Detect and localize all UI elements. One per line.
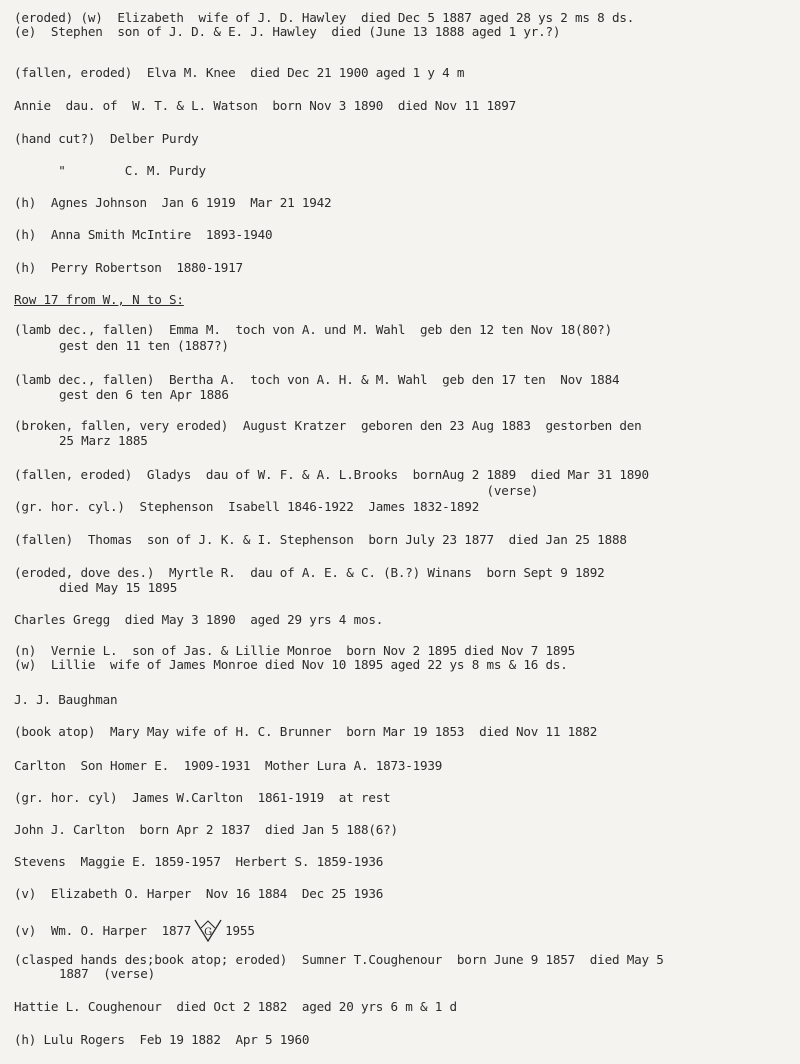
entry-baughman: J. J. Baughman bbox=[14, 692, 118, 707]
entry-rogers: (h) Lulu Rogers Feb 19 1882 Apr 5 1960 bbox=[14, 1032, 310, 1047]
entry-winans: (eroded, dove des.) Myrtle R. dau of A. E. & C. (B.?) Winans born Sept 9 1892 bbox=[14, 565, 605, 580]
entry-purdy-cm: " C. M. Purdy bbox=[14, 163, 206, 178]
entry-wahl-emma-cont: gest den 11 ten (1887?) bbox=[59, 338, 229, 353]
entry-watson: Annie dau. of W. T. & L. Watson born Nov 3 1890 died Nov 11 1897 bbox=[14, 98, 516, 113]
entry-carlton-homer: Carlton Son Homer E. 1909-1931 Mother Lura A. 1873-1939 bbox=[14, 758, 443, 773]
entry-carlton-james: (gr. hor. cyl) James W.Carlton 1861-1919 at rest bbox=[14, 790, 391, 805]
entry-harper-elizabeth: (v) Elizabeth O. Harper Nov 16 1884 Dec 25 1936 bbox=[14, 886, 384, 901]
entry-harper-wm bbox=[14, 917, 794, 946]
entry-kratzer-cont: 25 Marz 1885 bbox=[59, 433, 148, 448]
entry-brunner: (book atop) Mary May wife of H. C. Brunner born Mar 19 1853 died Nov 11 1882 bbox=[14, 724, 598, 739]
entry-stevens: Stevens Maggie E. 1859-1957 Herbert S. 1859-1936 bbox=[14, 854, 384, 869]
entry-johnson: (h) Agnes Johnson Jan 6 1919 Mar 21 1942 bbox=[14, 195, 332, 210]
entry-wahl-bertha-cont: gest den 6 ten Apr 1886 bbox=[59, 387, 229, 402]
entry-purdy-delber: (hand cut?) Delber Purdy bbox=[14, 131, 199, 146]
entry-coughenour-sumner: (clasped hands des;book atop; eroded) Sumner T.Coughenour born June 9 1857 died May 5 bbox=[14, 952, 664, 967]
entry-stephenson-thomas: (fallen) Thomas son of J. K. & I. Stephenson born July 23 1877 died Jan 25 1888 bbox=[14, 532, 627, 547]
entry-knee: (fallen, eroded) Elva M. Knee died Dec 21 1900 aged 1 y 4 m bbox=[14, 65, 465, 80]
entry-kratzer: (broken, fallen, very eroded) August Kratzer geboren den 23 Aug 1883 gestorben den bbox=[14, 418, 642, 433]
entry-winans-cont: died May 15 1895 bbox=[59, 580, 178, 595]
entry-monroe-lillie: (w) Lillie wife of James Monroe died Nov 10 1895 aged 22 ys 8 ms & 16 ds. bbox=[14, 657, 568, 672]
emblem-letter: G bbox=[204, 927, 213, 938]
square-and-compass-emblem-icon bbox=[193, 917, 223, 946]
entry-harper-wm-text: (v) Wm. O. Harper 1877 bbox=[14, 923, 192, 938]
entry-robertson: (h) Perry Robertson 1880-1917 bbox=[14, 260, 243, 275]
entry-monroe-vernie: (n) Vernie L. son of Jas. & Lillie Monroe born Nov 2 1895 died Nov 7 1895 bbox=[14, 643, 576, 658]
entry-harper-wm-death: 1955 bbox=[225, 923, 255, 938]
entry-carlton-john: John J. Carlton born Apr 2 1837 died Jan 5 188(6?) bbox=[14, 822, 398, 837]
entry-coughenour-hattie: Hattie L. Coughenour died Oct 2 1882 aged 20 yrs 6 m & 1 d bbox=[14, 999, 457, 1014]
entry-coughenour-sumner-cont: 1887 (verse) bbox=[59, 966, 155, 981]
entry-gregg: Charles Gregg died May 3 1890 aged 29 yrs 4 mos. bbox=[14, 612, 384, 627]
entry-mcintire: (h) Anna Smith McIntire 1893-1940 bbox=[14, 227, 273, 242]
entry-brooks: (fallen, eroded) Gladys dau of W. F. & A. L.Brooks bornAug 2 1889 died Mar 31 1890 bbox=[14, 467, 649, 482]
entry-stephenson-cyl: (gr. hor. cyl.) Stephenson Isabell 1846-1922 James 1832-1892 bbox=[14, 499, 480, 514]
entry-wahl-bertha: (lamb dec., fallen) Bertha A. toch von A. H. & M. Wahl geb den 17 ten Nov 1884 bbox=[14, 372, 620, 387]
entry-wahl-emma: (lamb dec., fallen) Emma M. toch von A. und M. Wahl geb den 12 ten Nov 18(80?) bbox=[14, 322, 612, 337]
entry-hawley-stephen: (e) Stephen son of J. D. & E. J. Hawley died (June 13 1888 aged 1 yr.?) bbox=[14, 24, 561, 39]
entry-hawley-elizabeth: (eroded) (w) Elizabeth wife of J. D. Hawley died Dec 5 1887 aged 28 ys 2 ms 8 ds. bbox=[14, 10, 635, 25]
section-heading-row-17: Row 17 from W., N to S: bbox=[14, 292, 184, 307]
entry-brooks-cont: (verse) bbox=[14, 483, 539, 498]
